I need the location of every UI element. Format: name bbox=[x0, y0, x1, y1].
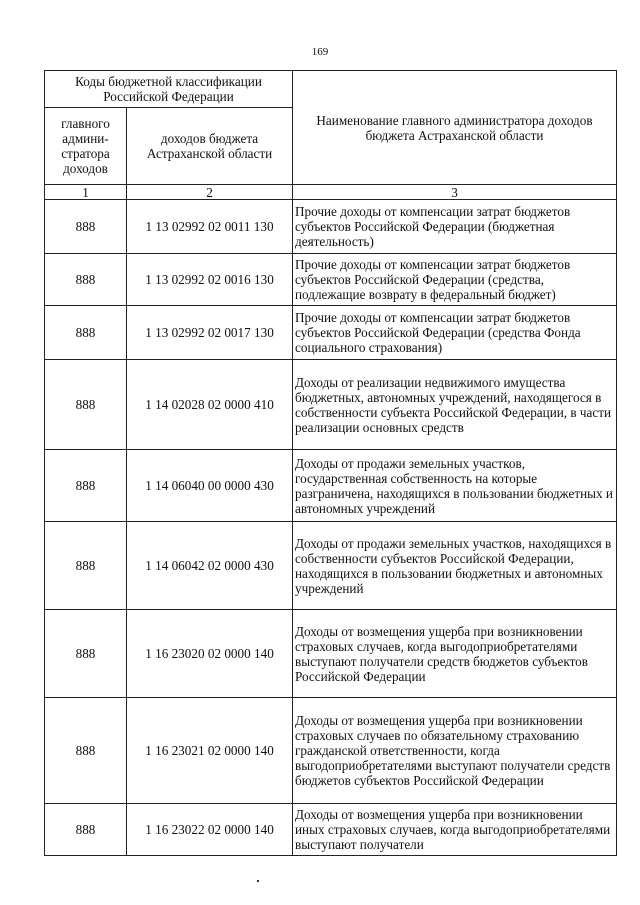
table-row bbox=[45, 200, 617, 254]
revenue-code-cell: 1 13 02992 02 0016 130 bbox=[127, 254, 293, 306]
admin-code-cell: 888 bbox=[45, 360, 127, 450]
admin-code-cell: 888 bbox=[45, 254, 127, 306]
table-row bbox=[45, 360, 617, 450]
revenue-code-cell: 1 14 02028 02 0000 410 bbox=[127, 360, 293, 450]
name-header: Наименование главного администратора доходов бюджета Астраханской области bbox=[293, 71, 617, 185]
admin-code-cell: 888 bbox=[45, 522, 127, 610]
revenue-name-cell: Доходы от реализации недвижимого имущества бюджетных, автономных учреждений, находящегося в собственности субъекта Российской Федерации, в части реализации основных средств bbox=[293, 360, 617, 450]
table-row bbox=[45, 804, 617, 856]
table-row bbox=[45, 306, 617, 360]
admin-code-cell: 888 bbox=[45, 804, 127, 856]
revenue-name-cell: Доходы от продажи земельных участков, государственная собственность на которые разграничена, находящихся в пользовании бюджетных и автономных учреждений bbox=[293, 450, 617, 522]
budget-classification-table bbox=[44, 70, 617, 856]
revenue-name-cell: Доходы от возмещения ущерба при возникновении иных страховых случаев, когда выгодоприобретателями выступают получатели bbox=[293, 804, 617, 856]
revenue-name-cell: Прочие доходы от компенсации затрат бюджетов субъектов Российской Федерации (средства, подлежащие возврату в федеральный бюджет) bbox=[293, 254, 617, 306]
revenue-name-cell: Доходы от возмещения ущерба при возникновении страховых случаев, когда выгодоприобретателями выступают получатели средств бюджетов субъектов Российской Федерации bbox=[293, 610, 617, 698]
table-row bbox=[45, 610, 617, 698]
column-number-3: 3 bbox=[293, 185, 617, 200]
table-row bbox=[45, 450, 617, 522]
revenue-code-cell: 1 16 23022 02 0000 140 bbox=[127, 804, 293, 856]
admin-code-cell: 888 bbox=[45, 698, 127, 804]
table-row bbox=[45, 522, 617, 610]
column-number-1: 1 bbox=[45, 185, 127, 200]
revenue-code-cell: 1 14 06042 02 0000 430 bbox=[127, 522, 293, 610]
revenue-name-cell: Прочие доходы от компенсации затрат бюджетов субъектов Российской Федерации (средства Фонда социального страхования) bbox=[293, 306, 617, 360]
revenue-code-cell: 1 13 02992 02 0011 130 bbox=[127, 200, 293, 254]
admin-column-header: главного админи-стратора доходов bbox=[45, 108, 127, 185]
revenue-code-cell: 1 13 02992 02 0017 130 bbox=[127, 306, 293, 360]
revenue-name-cell: Доходы от возмещения ущерба при возникновении страховых случаев по обязательному страхованию гражданской ответственности, когда выгодоприобретателями выступают получатели средств бюджетов субъектов Российской Федерации bbox=[293, 698, 617, 804]
revenue-column-header: доходов бюджета Астраханской области bbox=[127, 108, 293, 185]
table-row bbox=[45, 254, 617, 306]
admin-code-cell: 888 bbox=[45, 450, 127, 522]
page-number: 169 bbox=[311, 46, 329, 58]
revenue-code-cell: 1 16 23021 02 0000 140 bbox=[127, 698, 293, 804]
revenue-code-cell: 1 16 23020 02 0000 140 bbox=[127, 610, 293, 698]
table-row bbox=[45, 698, 617, 804]
codes-header: Коды бюджетной классификации Российской Федерации bbox=[45, 71, 293, 108]
admin-code-cell: 888 bbox=[45, 610, 127, 698]
admin-code-cell: 888 bbox=[45, 200, 127, 254]
revenue-name-cell: Прочие доходы от компенсации затрат бюджетов субъектов Российской Федерации (бюджетная деятельность) bbox=[293, 200, 617, 254]
revenue-code-cell: 1 14 06040 00 0000 430 bbox=[127, 450, 293, 522]
revenue-name-cell: Доходы от продажи земельных участков, находящихся в собственности субъектов Российской Федерации, находящихся в пользовании бюджетных и автономных учреждений bbox=[293, 522, 617, 610]
scan-speck bbox=[257, 880, 259, 882]
column-number-2: 2 bbox=[127, 185, 293, 200]
admin-code-cell: 888 bbox=[45, 306, 127, 360]
